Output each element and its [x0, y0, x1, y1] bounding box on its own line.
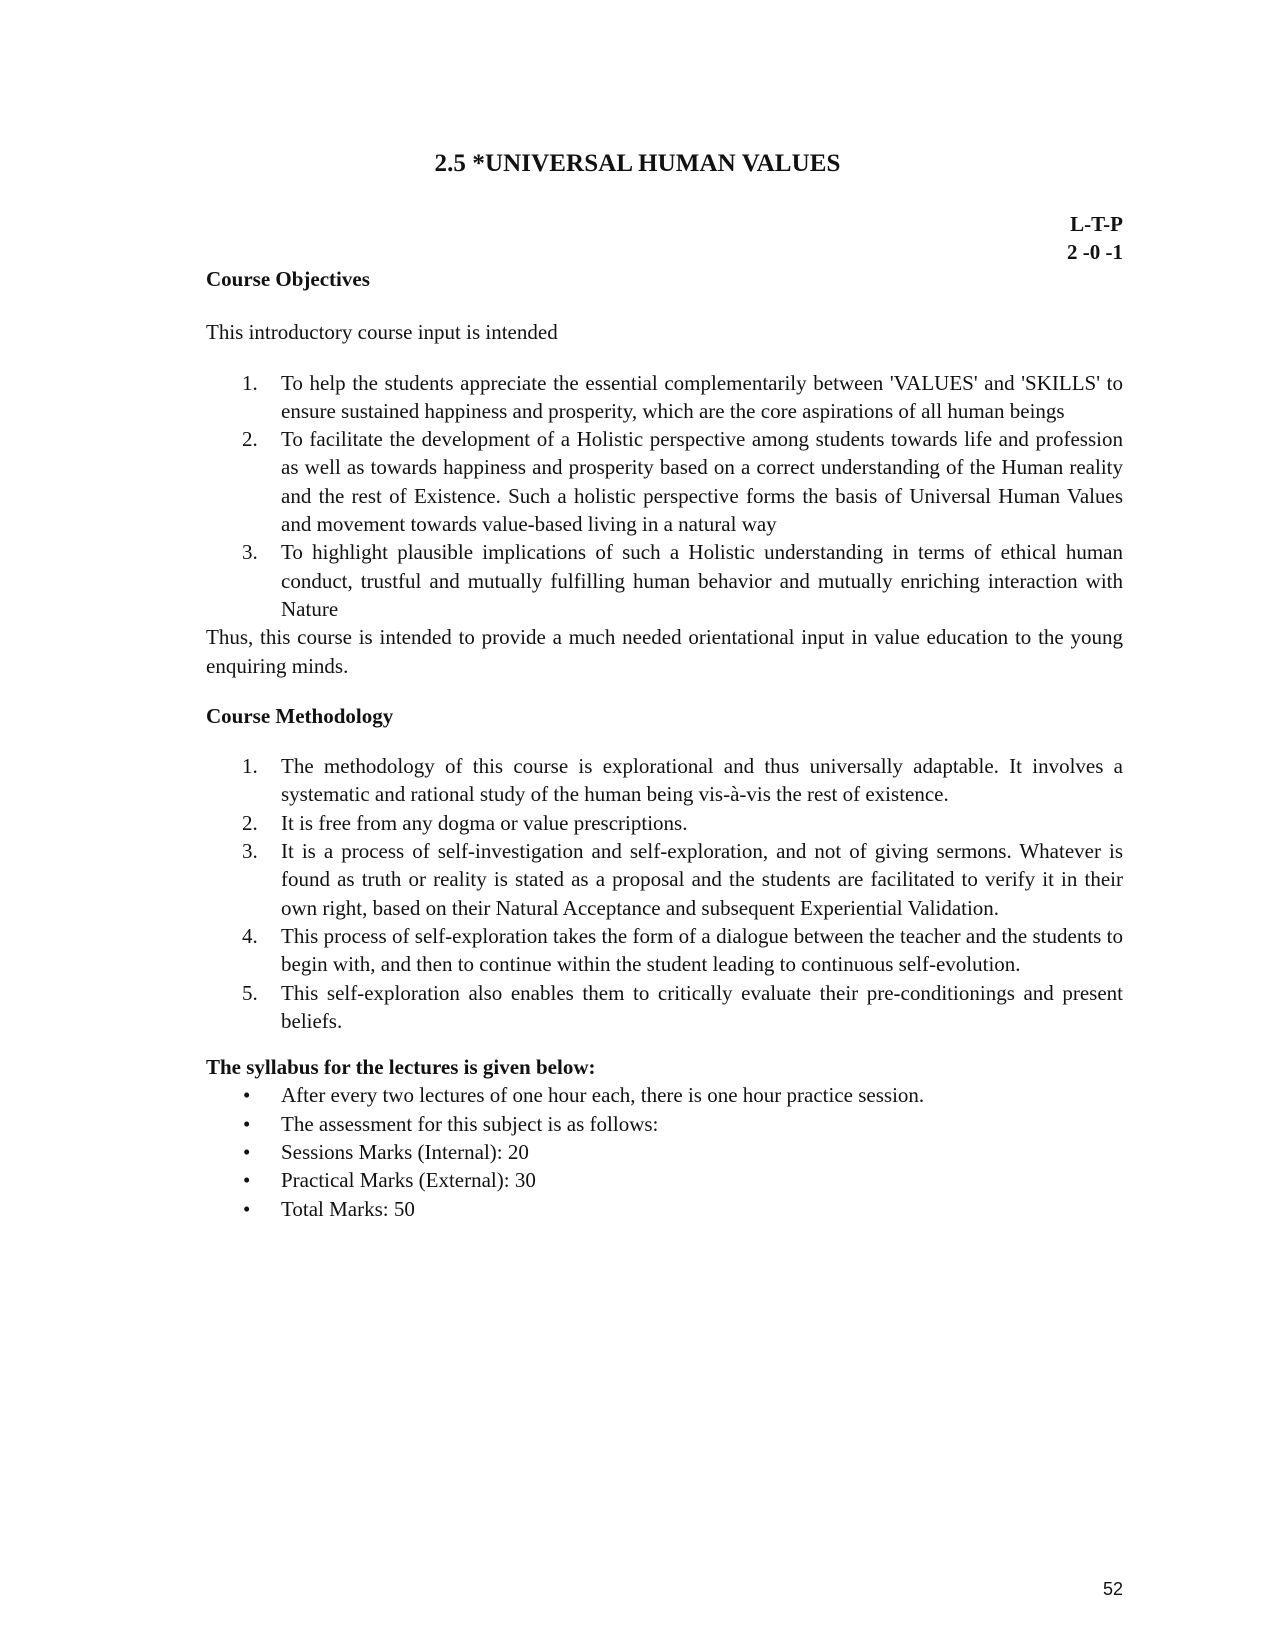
list-item-text: Sessions Marks (Internal): 20	[281, 1140, 529, 1165]
list-item	[206, 1166, 1123, 1194]
list-item-text: This self-exploration also enables them to critically evaluate their pre-conditionings and present beliefs.	[281, 980, 1123, 1033]
methodology-list	[206, 752, 1123, 1035]
list-number: 5.	[242, 980, 258, 1005]
bullet-icon: •	[243, 1168, 251, 1193]
objectives-list	[206, 369, 1123, 624]
list-item	[206, 979, 1123, 1036]
list-item-text: Practical Marks (External): 30	[281, 1168, 536, 1193]
list-item-text: The assessment for this subject is as follows:	[281, 1111, 659, 1136]
objectives-conclusion: Thus, this course is intended to provide a much needed orientational input in value education to the young enquiring minds.	[206, 625, 1123, 678]
list-item-text: It is free from any dogma or value prescriptions.	[281, 810, 688, 835]
syllabus-list	[206, 1081, 1123, 1222]
page-number: 52	[1102, 1579, 1123, 1599]
list-item	[206, 837, 1123, 922]
list-number: 2.	[242, 427, 258, 452]
list-item-text: After every two lectures of one hour each, there is one hour practice session.	[281, 1083, 925, 1108]
list-item-text: The methodology of this course is explorational and thus universally adaptable. It involves a systematic and rational study of the human being vis-à-vis the rest of existence.	[281, 754, 1123, 807]
bullet-icon: •	[243, 1083, 251, 1108]
list-item	[206, 1195, 1123, 1223]
methodology-heading: Course Methodology	[206, 703, 394, 728]
list-number: 2.	[242, 810, 258, 835]
bullet-icon: •	[243, 1140, 251, 1165]
list-item	[206, 922, 1123, 979]
bullet-icon: •	[243, 1196, 251, 1221]
list-item-text: It is a process of self-investigation and self-exploration, and not of giving sermons. Whatever is found as truth or reality is stated as a proposal and the students are facilitated to verify it in their own right, based on their Natural Acceptance and subsequent Experiential Validation.	[281, 839, 1123, 920]
list-item-text: Total Marks: 50	[281, 1196, 415, 1221]
ltp-block	[1067, 210, 1123, 266]
page-title: 2.5 *UNIVERSAL HUMAN VALUES	[434, 150, 841, 177]
objectives-intro: This introductory course input is intended	[206, 320, 558, 345]
list-item-text: To help the students appreciate the essential complementarily between 'VALUES' and 'SKILLS' to ensure sustained happiness and prosperity, which are the core aspirations of all human beings	[281, 370, 1123, 423]
syllabus-heading: The syllabus for the lectures is given below:	[206, 1055, 596, 1080]
list-item	[206, 538, 1123, 623]
list-number: 3.	[242, 839, 258, 864]
list-item-text: To facilitate the development of a Holistic perspective among students towards life and profession as well as towards happiness and prosperity based on a correct understanding of the Human reality and the rest of Existence. Such a holistic perspective forms the basis of Universal Human Values and movement towards value-based living in a natural way	[281, 427, 1123, 537]
ltp-value: 2 -0 -1	[1067, 240, 1123, 264]
objectives-heading: Course Objectives	[206, 267, 370, 291]
ltp-label: L-T-P	[1070, 212, 1123, 236]
list-item	[206, 752, 1123, 809]
list-number: 1.	[242, 370, 258, 395]
document-body	[206, 265, 1123, 1223]
list-item	[206, 425, 1123, 538]
bullet-icon: •	[243, 1111, 251, 1136]
list-number: 4.	[242, 923, 258, 948]
list-item-text: This process of self-exploration takes the form of a dialogue between the teacher and the students to begin with, and then to continue within the student leading to continuous self-evolution.	[281, 923, 1123, 977]
list-number: 1.	[242, 754, 258, 779]
list-number: 3.	[242, 540, 258, 565]
list-item	[206, 369, 1123, 426]
list-item	[206, 1081, 1123, 1109]
list-item	[206, 1138, 1123, 1166]
list-item	[206, 809, 1123, 837]
list-item-text: To highlight plausible implications of such a Holistic understanding in terms of ethical human conduct, trustful and mutually fulfilling human behavior and mutually enriching interaction with Nature	[281, 540, 1123, 621]
list-item	[206, 1110, 1123, 1138]
